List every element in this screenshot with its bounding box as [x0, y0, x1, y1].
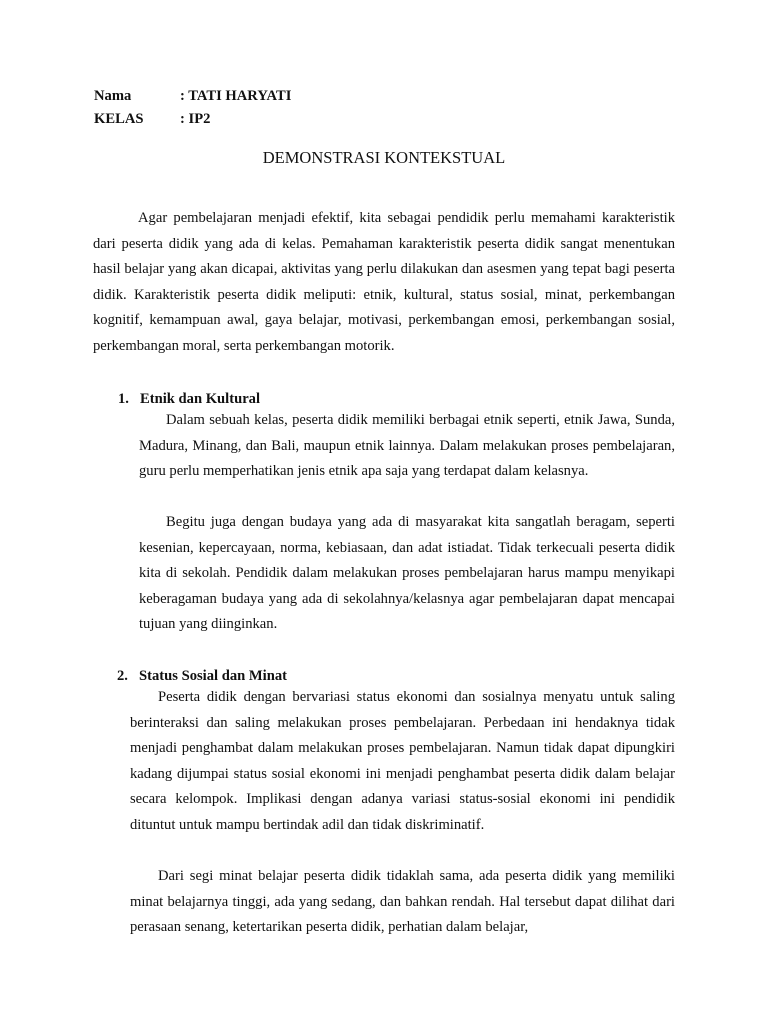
section-1-paragraph-2: Begitu juga dengan budaya yang ada di masyarakat kita sangatlah beragam, seperti kesenian, kepercayaan, norma, kebiasaan, dan adat istiadat. Tidak terkecuali peserta didik kita di sekolah. Pendidik dalam melakukan proses pembelajaran harus mampu menyikapi keberagaman budaya yang ada di sekolahnya/kelasnya agar pembelajaran dapat mencapai tujuan yang diinginkan.	[139, 514, 675, 633]
class-row	[94, 110, 210, 128]
name-label: Nama	[94, 88, 132, 104]
intro-paragraph: Agar pembelajaran menjadi efektif, kita sebagai pendidik perlu memahami karakteristik dari peserta didik yang ada di kelas. Pemahaman karakteristik peserta didik sangat menentukan hasil belajar yang akan dicapai, aktivitas yang perlu dilakukan dan asesmen yang tepat bagi peserta didik. Karakteristik peserta didik meliputi: etnik, kultural, status sosial, minat, perkembangan kognitif, kemampuan awal, gaya belajar, motivasi, perkembangan emosi, perkembangan sosial, perkembangan moral, serta perkembangan motorik.	[93, 210, 675, 354]
name-value: : TATI HARYATI	[180, 88, 292, 104]
section-number-2: 2.	[117, 668, 128, 684]
section-heading-2	[117, 666, 287, 686]
class-value: : IP2	[180, 111, 211, 127]
name-row	[94, 87, 291, 105]
section-1-paragraph-1: Dalam sebuah kelas, peserta didik memiliki berbagai etnik seperti, etnik Jawa, Sunda, Madura, Minang, dan Bali, maupun etnik lainnya. Dalam melakukan proses pembelajaran, guru perlu memperhatikan jenis etnik apa saja yang terdapat dalam kelasnya.	[139, 412, 675, 480]
document-title: DEMONSTRASI KONTEKSTUAL	[262, 148, 506, 167]
class-label: KELAS	[94, 111, 144, 127]
section-2-paragraph-2: Dari segi minat belajar peserta didik tidaklah sama, ada peserta didik yang memiliki minat belajarnya tinggi, ada yang sedang, dan bahkan rendah. Hal tersebut dapat dilihat dari perasaan senang, ketertarikan peserta didik, perhatian dalam belajar,	[130, 868, 675, 936]
section-number-1: 1.	[118, 391, 129, 407]
section-heading-1	[118, 389, 260, 409]
section-2-paragraph-1: Peserta didik dengan bervariasi status ekonomi dan sosialnya menyatu untuk saling berinteraksi dan saling melakukan proses pembelajaran. Perbedaan ini hendaknya tidak menjadi penghambat dalam melakukan proses pembelajaran. Namun tidak dapat dipungkiri kadang dijumpai status sosial ekonomi ini menjadi penghambat peserta didik dalam belajar secara kelompok. Implikasi dengan adanya variasi status-sosial ekonomi ini pendidik dituntut untuk mampu bertindak adil dan tidak diskriminatif.	[130, 689, 675, 833]
section-title-1: Etnik dan Kultural	[140, 391, 261, 407]
section-title-2: Status Sosial dan Minat	[139, 668, 288, 684]
